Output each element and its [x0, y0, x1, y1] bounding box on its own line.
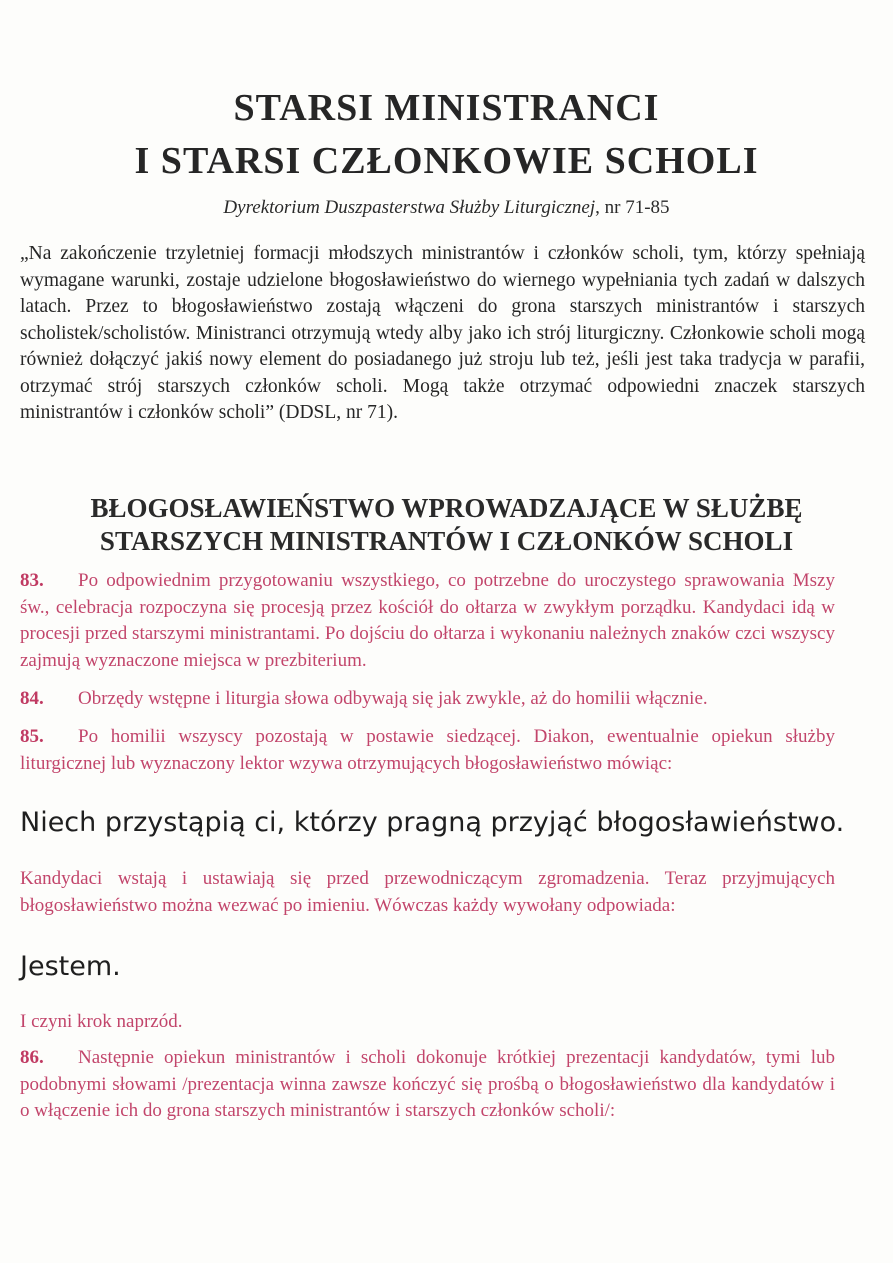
source-title: Dyrektorium Duszpasterstwa Służby Liturgicznej [223, 197, 596, 218]
paragraph-84 [20, 686, 835, 713]
intro-quote: „Na zakończenie trzyletniej formacji młodszych ministrantów i członków scholi, tym, którzy spełniają wymagane warunki, zostaje udzielone błogosławieństwo do wiernego wypełniania tych zadań w dalszych latach. Przez to błogosławieństwo zostają włączeni do grona starszych ministrantów i starszych scholistek/scholistów. Ministranci otrzymują wtedy alby jako ich strój liturgiczny. Członkowie scholi mogą również dołączyć jakiś nowy element do posiadanego już stroju lub też, jeśli jest taka tradycja w parafii, otrzymać strój starszych członków scholi. Mogą także otrzymać odpowiedni znaczek starszych ministrantów i członków scholi” (DDSL, nr 71). [20, 243, 865, 423]
paragraph-text: Obrzędy wstępne i liturgia słowa odbywają się jak zwykle, aż do homilii włącznie. [78, 688, 708, 709]
step-rubric: I czyni krok naprzód. [20, 1011, 183, 1032]
paragraph-text: Następnie opiekun ministrantów i scholi dokonuje krótkiej prezentacji kandydatów, tymi lub podobnymi słowami /prezentacja winna zawsze kończyć się prośbą o błogosławieństwo dla kandydatów i o włączenie ich do grona starszych ministrantów i starszych członków scholi/: [20, 1047, 835, 1121]
paragraph-85 [20, 724, 835, 777]
paragraph-text: Po odpowiednim przygotowaniu wszystkiego, co potrzebne do uroczystego sprawowania Mszy św., celebracja rozpoczyna się procesją przez kościół do ołtarza w zwykłym porządku. Kandydaci idą w procesji przed starszymi ministrantami. Po dojściu do ołtarza i wykonaniu należnych znaków czci wszyscy zajmują wyznaczone miejsca w prezbiterium. [20, 570, 835, 671]
paragraph-text: Po homilii wszyscy pozostają w postawie siedzącej. Diakon, ewentualnie opiekun służby liturgicznej lub wyznaczony lektor wzywa otrzymujących błogosławieństwo mówiąc: [20, 726, 835, 774]
paragraph-number: 83. [20, 570, 44, 591]
section-heading-line-2: STARSZYCH MINISTRANTÓW I CZŁONKÓW SCHOLI [99, 526, 794, 556]
candidates-rubric: Kandydaci wstają i ustawiają się przed przewodniczącym zgromadzenia. Teraz przyjmujących błogosławieństwo można wezwać po imieniu. Wówczas każdy wywołany odpowiada: [20, 868, 835, 916]
page-title-line-2: I STARSI CZŁONKOWIE SCHOLI [134, 140, 759, 182]
paragraph-86 [20, 1045, 835, 1125]
page-title-line-1: STARSI MINISTRANCI [233, 87, 660, 129]
paragraph-number: 86. [20, 1047, 44, 1068]
spoken-reply: Jestem. [20, 951, 121, 982]
source-number: , nr 71-85 [595, 197, 670, 218]
paragraph-number: 85. [20, 726, 44, 747]
paragraph-83 [20, 568, 835, 674]
section-heading-line-1: BŁOGOSŁAWIEŃSTWO WPROWADZAJĄCE W SŁUŻBĘ [90, 493, 803, 523]
spoken-call: Niech przystąpią ci, którzy pragną przyjąć błogosławieństwo. [20, 807, 845, 838]
source-reference [0, 196, 893, 220]
paragraph-number: 84. [20, 688, 44, 709]
